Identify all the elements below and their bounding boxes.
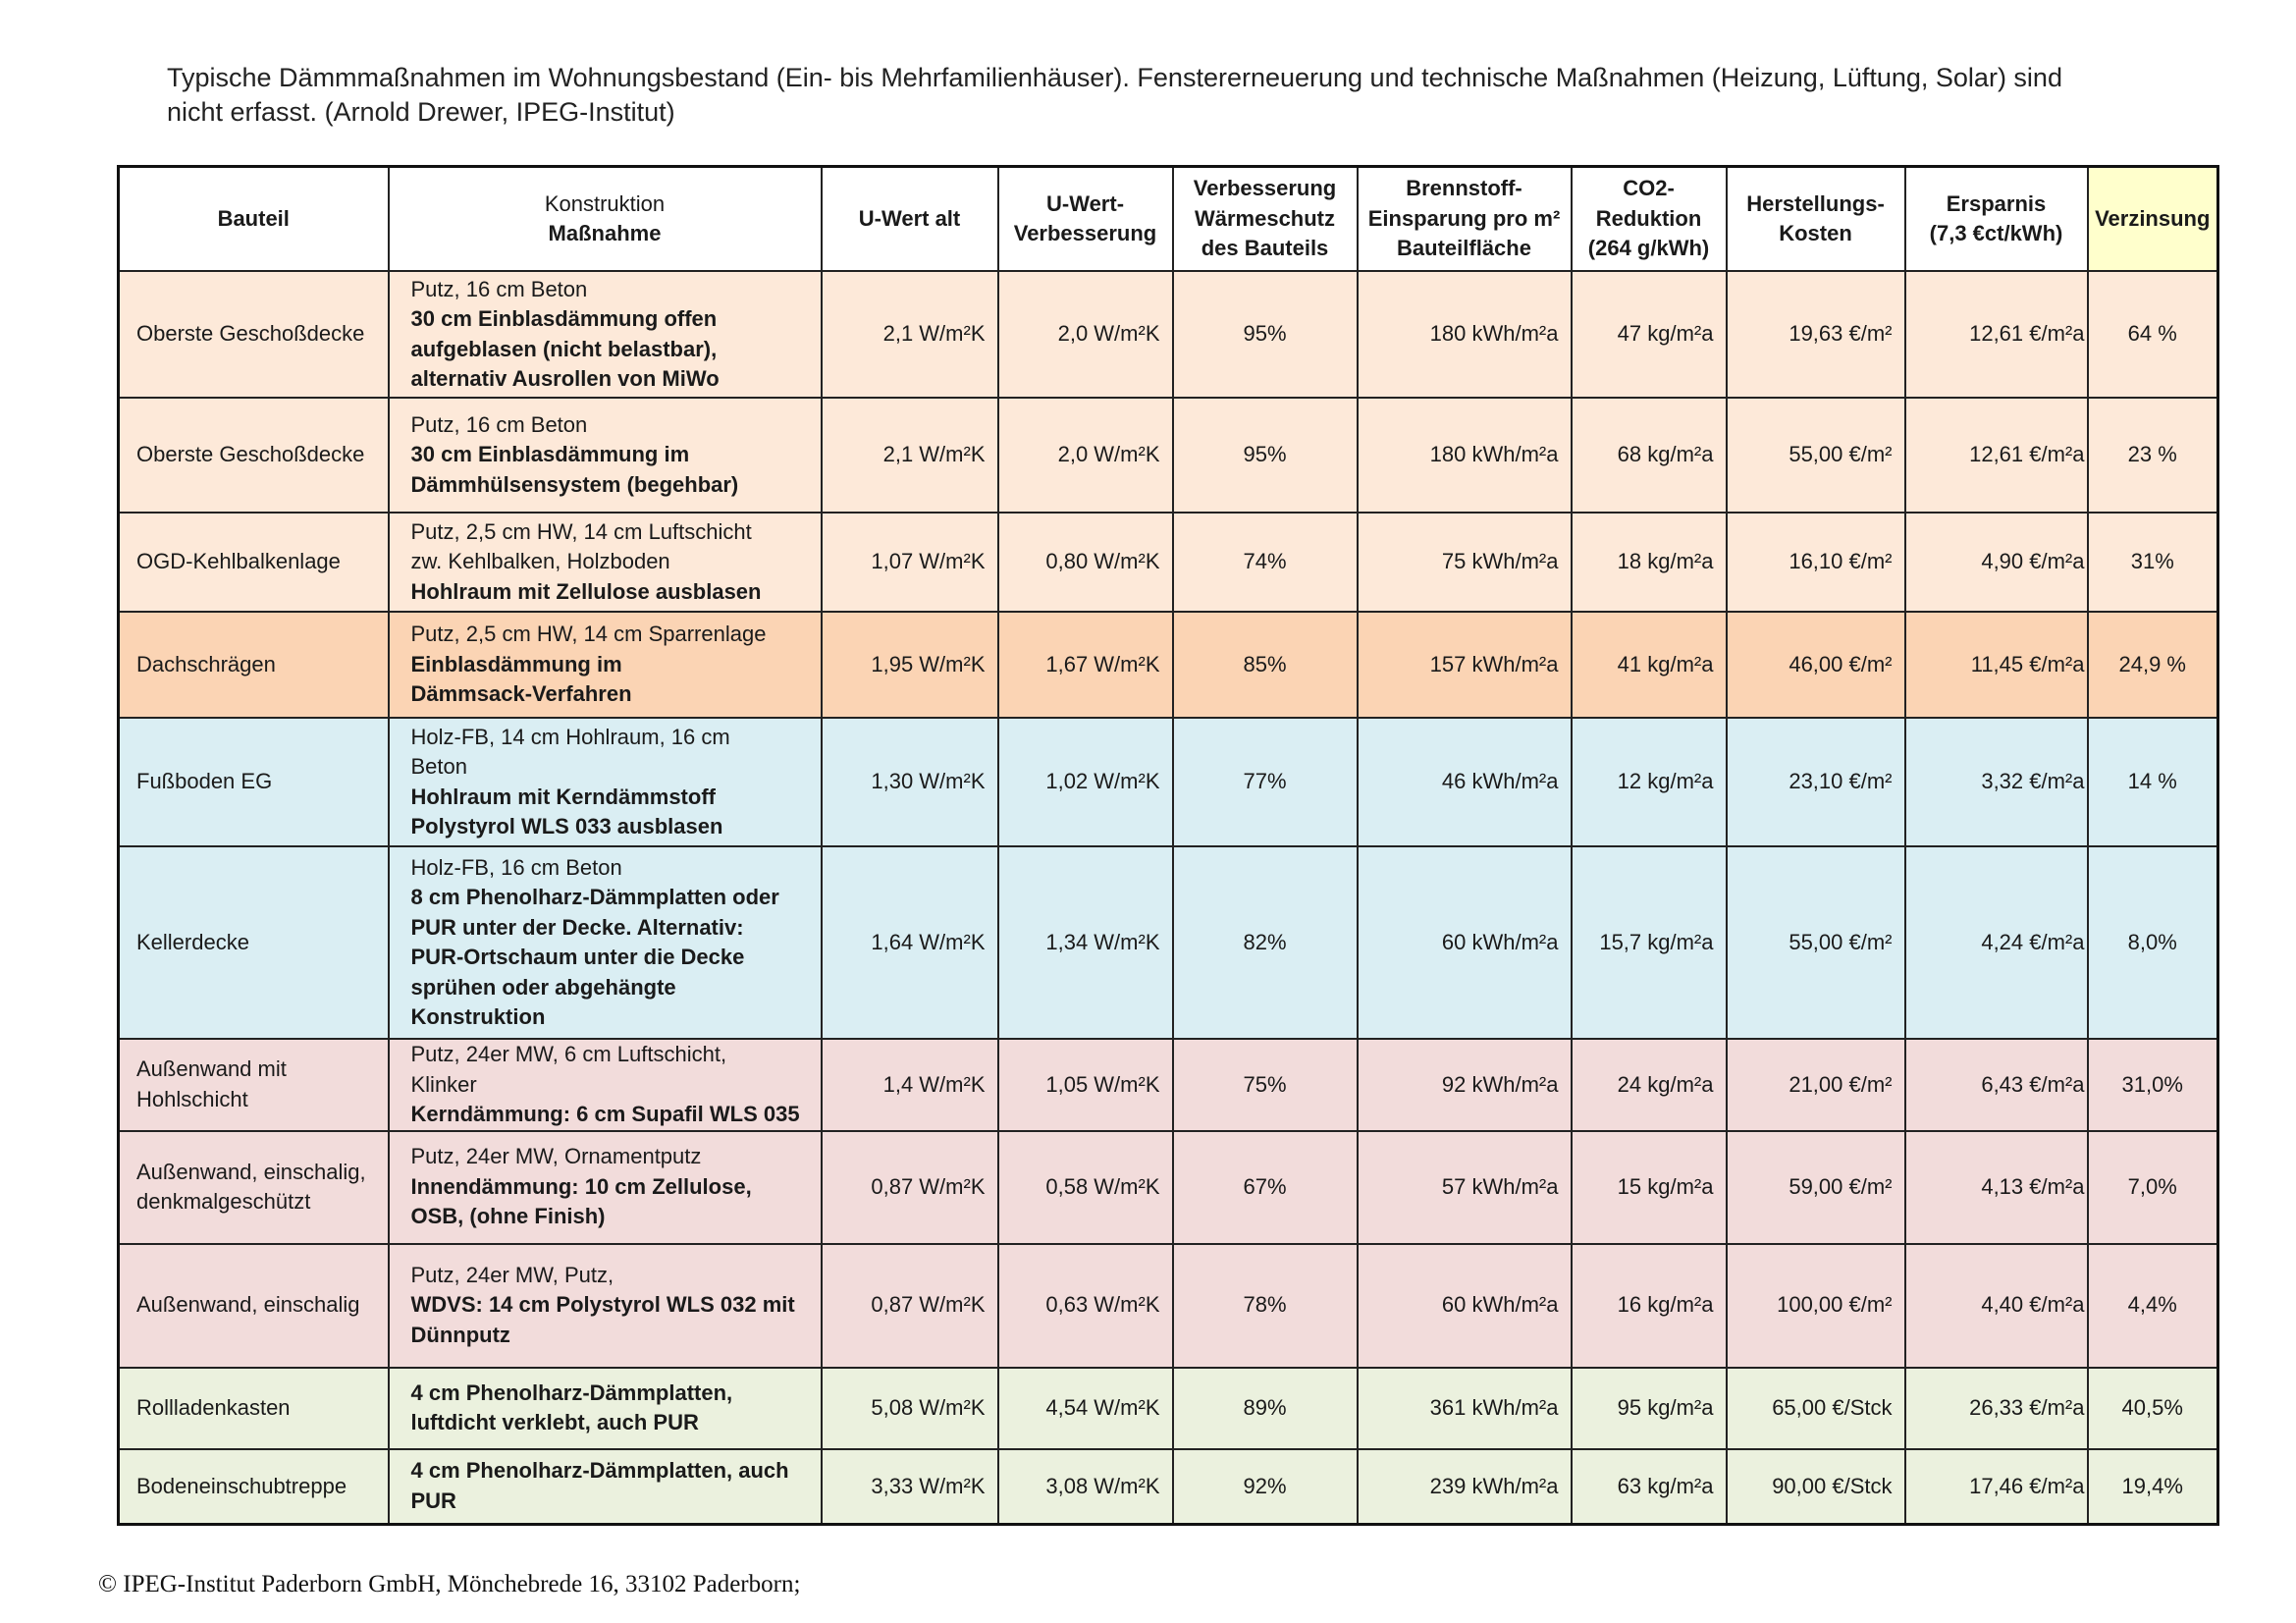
cell-kosten: 16,10 €/m²	[1727, 513, 1905, 612]
cell-co2: 24 kg/m²a	[1572, 1039, 1727, 1131]
cell-kosten: 23,10 €/m²	[1727, 718, 1905, 846]
cell-bauteil: Außenwand mit Hohlschicht	[119, 1039, 389, 1131]
header-konstruktion	[389, 167, 822, 272]
cell-kosten: 59,00 €/m²	[1727, 1131, 1905, 1244]
cell-ersparnis: 17,46 €/m²a	[1905, 1449, 2088, 1525]
massnahme-line: Polystyrol WLS 033 ausblasen	[410, 814, 723, 839]
massnahme-line: alternativ Ausrollen von MiWo	[410, 366, 720, 391]
cell-bauteil: Rollladenkasten	[119, 1368, 389, 1449]
cell-verzinsung: 23 %	[2088, 398, 2218, 513]
cell-kosten: 100,00 €/m²	[1727, 1244, 1905, 1368]
cell-u-wert-alt: 0,87 W/m²K	[822, 1131, 998, 1244]
cell-u-wert-alt: 1,64 W/m²K	[822, 846, 998, 1039]
massnahme-line: Dünnputz	[410, 1322, 510, 1347]
massnahme-line: Innendämmung: 10 cm Zellulose,	[410, 1173, 752, 1199]
cell-u-wert-alt: 3,33 W/m²K	[822, 1449, 998, 1525]
cell-verbesserung: 75%	[1173, 1039, 1358, 1131]
cell-u-wert-alt: 1,07 W/m²K	[822, 513, 998, 612]
header-verbesserung-waermeschutz: Verbesserung Wärmeschutz des Bauteils	[1173, 167, 1358, 272]
table-row	[119, 513, 2218, 612]
cell-bauteil: Dachschrägen	[119, 612, 389, 718]
cell-ersparnis: 6,43 €/m²a	[1905, 1039, 2088, 1131]
konstruktion-line: Holz-FB, 16 cm Beton	[410, 854, 622, 880]
cell-verzinsung: 8,0%	[2088, 846, 2218, 1039]
cell-brennstoff: 180 kWh/m²a	[1358, 398, 1572, 513]
header-row	[119, 167, 2218, 272]
header-herstellungskosten: Herstellungs-Kosten	[1727, 167, 1905, 272]
cell-verbesserung: 92%	[1173, 1449, 1358, 1525]
cell-u-wert-alt: 5,08 W/m²K	[822, 1368, 998, 1449]
cell-konstruktion	[389, 718, 822, 846]
header-brennstoff-einsparung: Brennstoff-Einsparung pro m² Bauteilfläche	[1358, 167, 1572, 272]
cell-verbesserung: 95%	[1173, 398, 1358, 513]
cell-kosten: 21,00 €/m²	[1727, 1039, 1905, 1131]
cell-co2: 68 kg/m²a	[1572, 398, 1727, 513]
massnahme-line: Konstruktion	[410, 1004, 546, 1029]
cell-co2: 15,7 kg/m²a	[1572, 846, 1727, 1039]
cell-u-wert-verbesserung: 0,58 W/m²K	[998, 1131, 1173, 1244]
cell-verzinsung: 31%	[2088, 513, 2218, 612]
table-row	[119, 1131, 2218, 1244]
massnahme-line: sprühen oder abgehängte	[410, 974, 676, 1000]
cell-verbesserung: 82%	[1173, 846, 1358, 1039]
cell-konstruktion	[389, 1244, 822, 1368]
massnahme-line: 30 cm Einblasdämmung offen	[410, 306, 718, 331]
header-konstruktion-label: Konstruktion	[544, 190, 666, 216]
cell-verzinsung: 4,4%	[2088, 1244, 2218, 1368]
cell-kosten: 55,00 €/m²	[1727, 846, 1905, 1039]
cell-co2: 41 kg/m²a	[1572, 612, 1727, 718]
cell-co2: 18 kg/m²a	[1572, 513, 1727, 612]
konstruktion-line: Klinker	[410, 1071, 477, 1097]
cell-kosten: 19,63 €/m²	[1727, 271, 1905, 398]
cell-konstruktion	[389, 398, 822, 513]
konstruktion-line: Putz, 24er MW, 6 cm Luftschicht,	[410, 1042, 727, 1066]
cell-bauteil: Außenwand, einschalig	[119, 1244, 389, 1368]
massnahme-line: Hohlraum mit Zellulose ausblasen	[410, 578, 762, 604]
massnahme-line: 4 cm Phenolharz-Dämmplatten,	[410, 1380, 733, 1405]
massnahme-line: OSB, (ohne Finish)	[410, 1204, 606, 1229]
cell-u-wert-alt: 0,87 W/m²K	[822, 1244, 998, 1368]
cell-verzinsung: 19,4%	[2088, 1449, 2218, 1525]
cell-verbesserung: 89%	[1173, 1368, 1358, 1449]
cell-ersparnis: 12,61 €/m²a	[1905, 398, 2088, 513]
cell-u-wert-verbesserung: 0,80 W/m²K	[998, 513, 1173, 612]
cell-u-wert-verbesserung: 1,02 W/m²K	[998, 718, 1173, 846]
cell-bauteil: Außenwand, einschalig, denkmalgeschützt	[119, 1131, 389, 1244]
konstruktion-line: Putz, 24er MW, Ornamentputz	[410, 1144, 702, 1169]
cell-brennstoff: 239 kWh/m²a	[1358, 1449, 1572, 1525]
cell-bauteil: Fußboden EG	[119, 718, 389, 846]
table-row	[119, 612, 2218, 718]
page-title: Typische Dämmmaßnahmen im Wohnungsbestand (Ein- bis Mehrfamilienhäuser). Fenstererneuerung und technische Maßnahmen (Heizung, Lüftung, Solar) sind nicht erfasst. (Arnold Drewer, IPEG-Institut)	[167, 63, 2062, 127]
header-co2-reduktion: CO2-Reduktion (264 g/kWh)	[1572, 167, 1727, 272]
cell-kosten: 65,00 €/Stck	[1727, 1368, 1905, 1449]
cell-u-wert-verbesserung: 2,0 W/m²K	[998, 271, 1173, 398]
cell-co2: 12 kg/m²a	[1572, 718, 1727, 846]
footer-copyright: © IPEG-Institut Paderborn GmbH, Mönchebrede 16, 33102 Paderborn;	[98, 1571, 801, 1597]
cell-bauteil: OGD-Kehlbalkenlage	[119, 513, 389, 612]
cell-u-wert-verbesserung: 2,0 W/m²K	[998, 398, 1173, 513]
cell-u-wert-verbesserung: 1,67 W/m²K	[998, 612, 1173, 718]
cell-verzinsung: 64 %	[2088, 271, 2218, 398]
cell-ersparnis: 4,13 €/m²a	[1905, 1131, 2088, 1244]
konstruktion-line: Beton	[410, 754, 467, 779]
cell-ersparnis: 26,33 €/m²a	[1905, 1368, 2088, 1449]
table-row	[119, 1039, 2218, 1131]
cell-ersparnis: 12,61 €/m²a	[1905, 271, 2088, 398]
massnahme-line: PUR unter der Decke. Alternativ:	[410, 914, 744, 940]
cell-co2: 47 kg/m²a	[1572, 271, 1727, 398]
cell-u-wert-verbesserung: 4,54 W/m²K	[998, 1368, 1173, 1449]
cell-brennstoff: 361 kWh/m²a	[1358, 1368, 1572, 1449]
header-u-wert-verbesserung: U-Wert-Verbesserung	[998, 167, 1173, 272]
konstruktion-line: Putz, 2,5 cm HW, 14 cm Luftschicht	[410, 518, 752, 544]
massnahme-line: 30 cm Einblasdämmung im	[410, 442, 690, 467]
cell-konstruktion	[389, 612, 822, 718]
massnahme-line: 4 cm Phenolharz-Dämmplatten, auch	[410, 1458, 789, 1484]
cell-brennstoff: 75 kWh/m²a	[1358, 513, 1572, 612]
cell-kosten: 55,00 €/m²	[1727, 398, 1905, 513]
cell-co2: 95 kg/m²a	[1572, 1368, 1727, 1449]
cell-ersparnis: 4,24 €/m²a	[1905, 846, 2088, 1039]
cell-verzinsung: 7,0%	[2088, 1131, 2218, 1244]
cell-verbesserung: 95%	[1173, 271, 1358, 398]
cell-co2: 16 kg/m²a	[1572, 1244, 1727, 1368]
cell-co2: 15 kg/m²a	[1572, 1131, 1727, 1244]
konstruktion-line: Putz, 24er MW, Putz,	[410, 1262, 614, 1287]
cell-u-wert-verbesserung: 3,08 W/m²K	[998, 1449, 1173, 1525]
table-row	[119, 271, 2218, 398]
cell-verbesserung: 67%	[1173, 1131, 1358, 1244]
header-massnahme-label: Maßnahme	[548, 221, 662, 245]
cell-u-wert-verbesserung: 1,05 W/m²K	[998, 1039, 1173, 1131]
cell-brennstoff: 60 kWh/m²a	[1358, 1244, 1572, 1368]
massnahme-line: Kerndämmung: 6 cm Supafil WLS 035	[410, 1102, 800, 1126]
table-row	[119, 846, 2218, 1039]
cell-u-wert-alt: 2,1 W/m²K	[822, 398, 998, 513]
cell-konstruktion	[389, 1368, 822, 1449]
cell-brennstoff: 60 kWh/m²a	[1358, 846, 1572, 1039]
cell-u-wert-alt: 1,30 W/m²K	[822, 718, 998, 846]
insulation-table	[117, 165, 2219, 1526]
massnahme-line: Dämmsack-Verfahren	[410, 681, 632, 707]
table-row	[119, 718, 2218, 846]
cell-ersparnis: 11,45 €/m²a	[1905, 612, 2088, 718]
massnahme-line: WDVS: 14 cm Polystyrol WLS 032 mit	[410, 1292, 795, 1318]
header-ersparnis	[1905, 167, 2088, 272]
cell-ersparnis: 4,40 €/m²a	[1905, 1244, 2088, 1368]
cell-brennstoff: 92 kWh/m²a	[1358, 1039, 1572, 1131]
konstruktion-line: Putz, 16 cm Beton	[410, 276, 588, 301]
konstruktion-line: zw. Kehlbalken, Holzboden	[410, 549, 670, 574]
cell-brennstoff: 57 kWh/m²a	[1358, 1131, 1572, 1244]
cell-konstruktion	[389, 1449, 822, 1525]
cell-verzinsung: 14 %	[2088, 718, 2218, 846]
cell-konstruktion	[389, 846, 822, 1039]
massnahme-line: PUR-Ortschaum unter die Decke	[410, 945, 745, 969]
cell-bauteil: Kellerdecke	[119, 846, 389, 1039]
massnahme-line: Dämmhülsensystem (begehbar)	[410, 471, 739, 497]
header-bauteil: Bauteil	[119, 167, 389, 272]
cell-konstruktion	[389, 1039, 822, 1131]
massnahme-line: Einblasdämmung im	[410, 651, 622, 676]
cell-verbesserung: 85%	[1173, 612, 1358, 718]
cell-brennstoff: 46 kWh/m²a	[1358, 718, 1572, 846]
cell-konstruktion	[389, 1131, 822, 1244]
cell-u-wert-verbesserung: 0,63 W/m²K	[998, 1244, 1173, 1368]
cell-co2: 63 kg/m²a	[1572, 1449, 1727, 1525]
cell-kosten: 46,00 €/m²	[1727, 612, 1905, 718]
massnahme-line: PUR	[410, 1488, 456, 1513]
cell-brennstoff: 157 kWh/m²a	[1358, 612, 1572, 718]
cell-brennstoff: 180 kWh/m²a	[1358, 271, 1572, 398]
cell-ersparnis: 4,90 €/m²a	[1905, 513, 2088, 612]
cell-bauteil: Oberste Geschoßdecke	[119, 398, 389, 513]
cell-ersparnis: 3,32 €/m²a	[1905, 718, 2088, 846]
header-ersparnis-rate: (7,3 €ct/kWh)	[1929, 221, 2063, 245]
table-row	[119, 1449, 2218, 1525]
header-u-wert-alt: U-Wert alt	[822, 167, 998, 272]
cell-bauteil: Oberste Geschoßdecke	[119, 271, 389, 398]
massnahme-line: Hohlraum mit Kerndämmstoff	[410, 784, 716, 809]
cell-verzinsung: 24,9 %	[2088, 612, 2218, 718]
table-row	[119, 1368, 2218, 1449]
cell-u-wert-verbesserung: 1,34 W/m²K	[998, 846, 1173, 1039]
table-body	[119, 271, 2218, 1525]
cell-konstruktion	[389, 513, 822, 612]
cell-konstruktion	[389, 271, 822, 398]
konstruktion-line: Putz, 2,5 cm HW, 14 cm Sparrenlage	[410, 622, 767, 647]
cell-u-wert-alt: 1,95 W/m²K	[822, 612, 998, 718]
cell-kosten: 90,00 €/Stck	[1727, 1449, 1905, 1525]
konstruktion-line: Holz-FB, 14 cm Hohlraum, 16 cm	[410, 724, 730, 749]
insulation-table-wrapper	[117, 165, 2216, 1526]
table-row	[119, 398, 2218, 513]
cell-verbesserung: 78%	[1173, 1244, 1358, 1368]
header-verzinsung: Verzinsung	[2088, 167, 2218, 272]
massnahme-line: aufgeblasen (nicht belastbar),	[410, 336, 718, 361]
massnahme-line: luftdicht verklebt, auch PUR	[410, 1410, 699, 1434]
cell-u-wert-alt: 1,4 W/m²K	[822, 1039, 998, 1131]
konstruktion-line: Putz, 16 cm Beton	[410, 411, 588, 437]
cell-verbesserung: 77%	[1173, 718, 1358, 846]
cell-bauteil: Bodeneinschubtreppe	[119, 1449, 389, 1525]
cell-verbesserung: 74%	[1173, 513, 1358, 612]
cell-verzinsung: 40,5%	[2088, 1368, 2218, 1449]
cell-verzinsung: 31,0%	[2088, 1039, 2218, 1131]
table-row	[119, 1244, 2218, 1368]
cell-u-wert-alt: 2,1 W/m²K	[822, 271, 998, 398]
massnahme-line: 8 cm Phenolharz-Dämmplatten oder	[410, 885, 779, 909]
header-ersparnis-label: Ersparnis	[1946, 190, 2047, 216]
